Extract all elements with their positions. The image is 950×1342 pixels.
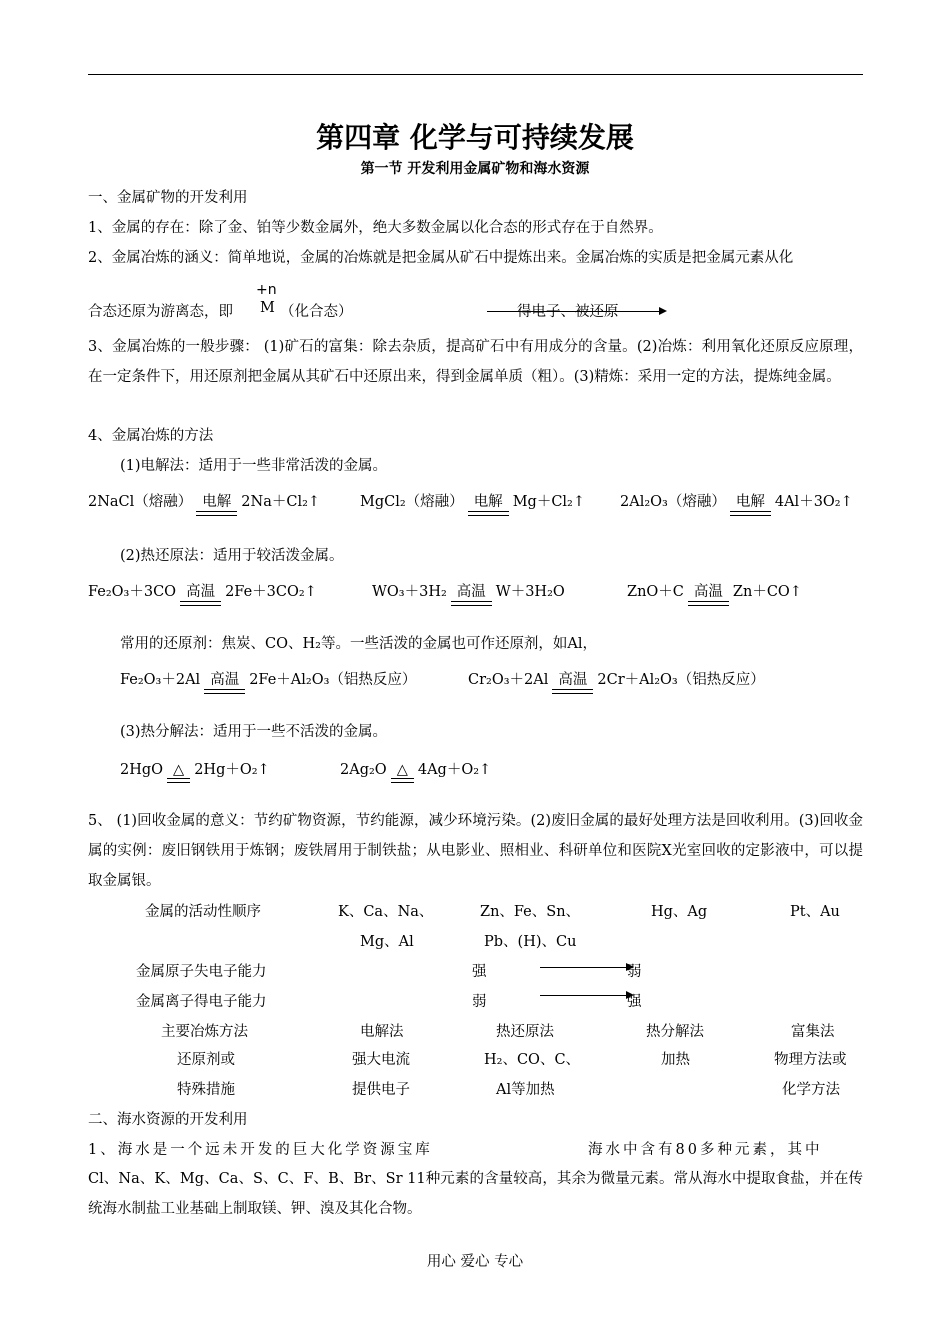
footer-motto: 用心 爱心 专心: [426, 1254, 524, 1270]
equation-thermite-fe: Fe₂O₃＋2Al 高温 2Fe＋Al₂O₃（铝热反应）: [120, 668, 416, 689]
table-r3-arrow: [540, 995, 632, 996]
table-r6-c5: 化学方法: [782, 1082, 840, 1098]
method-thermal-reduction: (2)热还原法：适用于较活泼金属。: [120, 548, 344, 564]
table-r5-c1: 还原剂或: [177, 1052, 235, 1068]
method-electrolysis: (1)电解法：适用于一些非常活泼的金属。: [120, 458, 388, 474]
table-r2-arrow: [540, 967, 632, 968]
table-r3-start: 弱: [472, 994, 487, 1010]
reduction-arrow: [487, 311, 665, 312]
reduction-label: 得电子、被还原: [517, 304, 619, 320]
table-r2-start: 强: [472, 964, 487, 980]
table-r5-c4: 加热: [661, 1052, 690, 1068]
method-thermal-decomposition: (3)热分解法：适用于一些不活泼的金属。: [120, 724, 388, 740]
table-r2-end: 弱: [627, 964, 642, 980]
para-smelting-meaning: 2、金属冶炼的涵义：简单地说，金属的冶炼就是把金属从矿石中提炼出来。金属冶炼的实质是把金属元素从化: [88, 250, 794, 266]
table-r1-c5: Pt、Au: [790, 904, 840, 920]
table-r1-c3: Zn、Fe、Sn、: [480, 904, 581, 920]
table-r1b-c3: Pb、(H)、Cu: [484, 934, 577, 950]
table-r6-c3: Al等加热: [496, 1082, 555, 1098]
table-r6-c1: 特殊措施: [177, 1082, 235, 1098]
para-steps: 3、金属冶炼的一般步骤： (1)矿石的富集：除去杂质，提高矿石中有用成分的含量。(2)冶炼：利用氧化还原反应原理，在一定条件下，用还原剂把金属从其矿石中还原出来，得到金属单质（粗）。(3)精炼：采用一定的方法，提炼纯金属。: [88, 339, 863, 385]
compound-state: （化合态）: [280, 304, 353, 320]
para-methods: 4、金属冶炼的方法: [88, 428, 214, 444]
para-smelting-meaning-cont: 合态还原为游离态，即: [88, 304, 233, 320]
table-r3-end: 强: [627, 994, 642, 1010]
table-r1b-c2: Mg、Al: [360, 934, 414, 950]
para-seawater-c: Cl、Na、K、Mg、Ca、S、C、F、B、Br、Sr 11种元素的含量较高，其余为微量元素。常从海水中提取食盐，并在传统海水制盐工业基础上制取镁、钾、溴及其化合物。: [88, 1171, 863, 1217]
table-r5-c3: H₂、CO、C、: [484, 1052, 581, 1068]
equation-wo3-h2: WO₃＋3H₂ 高温 W＋3H₂O: [372, 580, 565, 601]
header-rule: [88, 74, 863, 75]
metal-symbol: M: [260, 300, 275, 316]
heading-seawater: 二、海水资源的开发利用: [88, 1112, 248, 1128]
para-existence: 1、金属的存在：除了金、铂等少数金属外，绝大多数金属以化合态的形式存在于自然界。: [88, 220, 663, 236]
para-recycling: 5、 (1)回收金属的意义：节约矿物资源，节约能源，减少环境污染。(2)废旧金属的最好处理方法是回收利用。(3)回收金属的实例：废旧钢铁用于炼钢；废铁屑用于制铁盐；从电影业、照相业、科研单位和医院X光室回收的定影液中，可以提取金属银。: [88, 813, 863, 889]
table-r1-c1: 金属的活动性顺序: [145, 904, 261, 920]
table-r4-c5: 富集法: [791, 1024, 835, 1040]
equation-mgcl2: MgCl₂（熔融） 电解 Mg＋Cl₂↑: [360, 490, 585, 511]
section-title: 第一节 开发利用金属矿物和海水资源: [360, 161, 590, 177]
table-r4-c3: 热还原法: [496, 1024, 554, 1040]
equation-thermite-cr: Cr₂O₃＋2Al 高温 2Cr＋Al₂O₃（铝热反应）: [468, 668, 765, 689]
para-seawater-b: 海水中含有80多种元素，其中: [588, 1142, 823, 1158]
table-r3-label: 金属离子得电子能力: [136, 994, 267, 1010]
table-r4-c1: 主要冶炼方法: [161, 1024, 248, 1040]
table-r5-c2: 强大电流: [352, 1052, 410, 1068]
para-reductants: 常用的还原剂：焦炭、CO、H₂等。一些活泼的金属也可作还原剂，如Al，: [120, 636, 598, 652]
chapter-title: 第四章 化学与可持续发展: [316, 121, 634, 154]
table-r4-c4: 热分解法: [646, 1024, 704, 1040]
para-seawater-a: 1、海水是一个远未开发的巨大化学资源宝库: [88, 1142, 433, 1158]
table-r2-label: 金属原子失电子能力: [136, 964, 267, 980]
heading-metal-minerals: 一、金属矿物的开发利用: [88, 190, 248, 206]
equation-zno-c: ZnO＋C 高温 Zn＋CO↑: [627, 580, 802, 601]
equation-al2o3: 2Al₂O₃（熔融） 电解 4Al＋3O₂↑: [620, 490, 853, 511]
equation-hgo: 2HgO △ 2Hg＋O₂↑: [120, 762, 270, 778]
equation-fe2o3-co: Fe₂O₃＋3CO 高温 2Fe＋3CO₂↑: [88, 580, 317, 601]
charge-label: +n: [256, 282, 277, 298]
equation-nacl: 2NaCl（熔融） 电解 2Na＋Cl₂↑: [88, 490, 320, 511]
table-r4-c2: 电解法: [360, 1024, 404, 1040]
table-r6-c2: 提供电子: [352, 1082, 410, 1098]
table-r1-c4: Hg、Ag: [651, 904, 708, 920]
table-r1-c2: K、Ca、Na、: [338, 904, 434, 920]
equation-ag2o: 2Ag₂O △ 4Ag＋O₂↑: [340, 762, 492, 778]
table-r5-c5: 物理方法或: [774, 1052, 847, 1068]
